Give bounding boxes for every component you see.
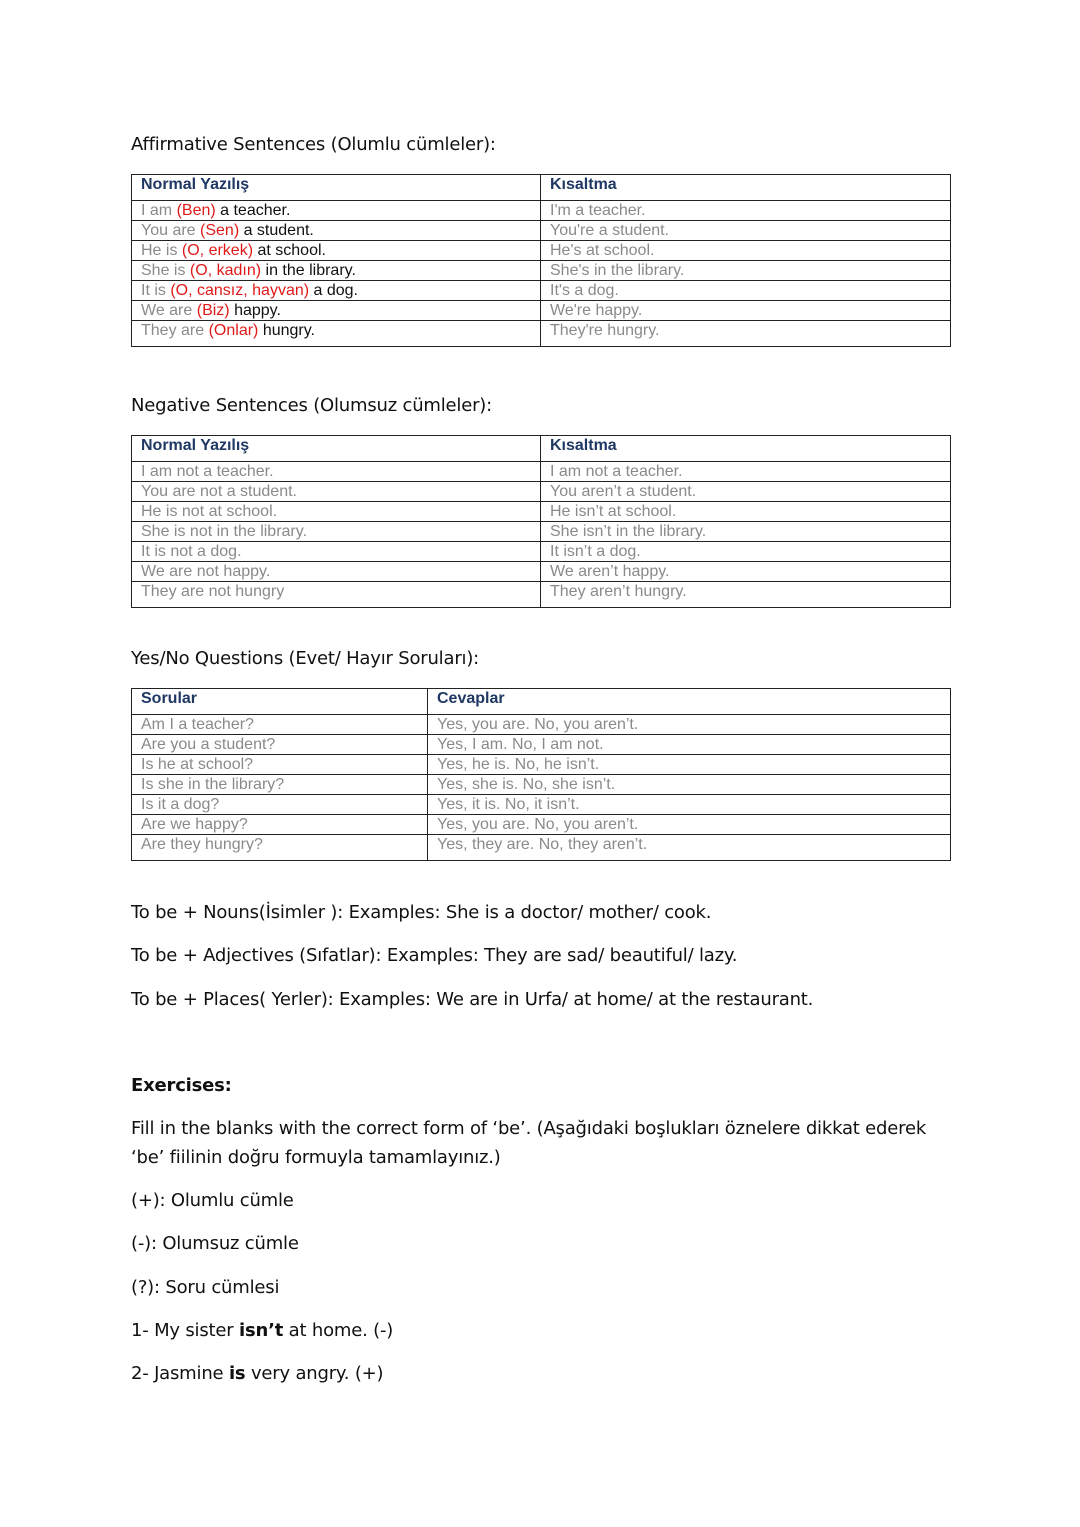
short-form-cell: You're a student. [541,221,951,241]
note-adjectives: To be + Adjectives (Sıfatlar): Examples: They are sad/ beautiful/ lazy. [131,945,738,966]
item-text: 2- Jasmine [131,1363,229,1384]
normal-cell: You are not a student. [132,482,541,502]
pronoun-verb: You are [141,222,201,239]
table-row [132,582,951,608]
table-row [132,201,951,221]
table-row [132,835,951,861]
sentence-rest: in the library. [261,262,356,279]
exercises-title: Exercises: [131,1075,232,1096]
turkish-translation: (Ben) [176,202,216,219]
normal-cell: We are not happy. [132,562,541,582]
column-header: Kısaltma [541,436,951,462]
table-row [132,735,951,755]
normal-cell [132,261,541,281]
negative-table [131,435,951,608]
normal-cell: It is not a dog. [132,542,541,562]
pronoun-verb: She is [141,262,190,279]
column-header: Sorular [132,689,428,715]
normal-cell: She is not in the library. [132,522,541,542]
normal-cell: He is not at school. [132,502,541,522]
table-row [132,261,951,281]
normal-cell [132,321,541,347]
normal-cell [132,301,541,321]
table-header-row [132,436,951,462]
column-header: Normal Yazılış [132,436,541,462]
table-row [132,795,951,815]
column-header: Kısaltma [541,175,951,201]
table-row [132,775,951,795]
answer-cell: Yes, he is. No, he isn’t. [428,755,951,775]
pronoun-verb: They are [141,322,209,339]
short-form-cell: It isn’t a dog. [541,542,951,562]
pronoun-verb: It is [141,282,171,299]
short-form-cell: They're hungry. [541,321,951,347]
answer-cell: Yes, she is. No, she isn’t. [428,775,951,795]
table-row [132,715,951,735]
normal-cell: I am not a teacher. [132,462,541,482]
short-form-cell: I am not a teacher. [541,462,951,482]
table-row [132,241,951,261]
answer-cell: Yes, you are. No, you aren’t. [428,715,951,735]
sentence-rest: at school. [253,242,326,259]
item-answer: isn’t [238,1320,284,1341]
short-form-cell: We're happy. [541,301,951,321]
questions-table [131,688,951,861]
sentence-rest: a dog. [309,282,358,299]
sentence-rest: a teacher. [215,202,291,219]
answer-cell: Yes, it is. No, it isn’t. [428,795,951,815]
turkish-translation: (Biz) [196,302,230,319]
legend-positive: (+): Olumlu cümle [131,1190,294,1211]
short-form-cell: She's in the library. [541,261,951,281]
item-text: 1- My sister [131,1320,239,1341]
question-cell: Are we happy? [132,815,428,835]
table-row [132,321,951,347]
question-cell: Are you a student? [132,735,428,755]
normal-cell [132,281,541,301]
affirmative-table [131,174,951,347]
turkish-translation: (O, cansız, hayvan) [170,282,310,299]
short-form-cell: He's at school. [541,241,951,261]
item-text: at home. (-) [283,1320,394,1341]
exercise-item-2 [131,1363,383,1385]
normal-cell: They are not hungry [132,582,541,608]
question-cell: Am I a teacher? [132,715,428,735]
short-form-cell: It's a dog. [541,281,951,301]
short-form-cell: I'm a teacher. [541,201,951,221]
turkish-translation: (O, kadın) [189,262,262,279]
pronoun-verb: I am [141,202,177,219]
table-header-row [132,175,951,201]
column-header: Cevaplar [428,689,951,715]
table-row [132,542,951,562]
affirmative-title: Affirmative Sentences (Olumlu cümleler): [131,134,496,155]
sentence-rest: happy. [229,302,281,319]
table-row [132,301,951,321]
table-row [132,815,951,835]
legend-question: (?): Soru cümlesi [131,1277,280,1298]
questions-title: Yes/No Questions (Evet/ Hayır Soruları): [131,648,480,669]
short-form-cell: They aren’t hungry. [541,582,951,608]
normal-cell [132,201,541,221]
table-header-row [132,689,951,715]
sentence-rest: hungry. [258,322,315,339]
normal-cell [132,221,541,241]
table-row [132,755,951,775]
answer-cell: Yes, you are. No, you aren’t. [428,815,951,835]
question-cell: Are they hungry? [132,835,428,861]
table-row [132,281,951,301]
table-row [132,482,951,502]
turkish-translation: (Sen) [200,222,240,239]
short-form-cell: He isn’t at school. [541,502,951,522]
turkish-translation: (O, erkek) [181,242,254,259]
normal-cell [132,241,541,261]
table-row [132,522,951,542]
table-row [132,462,951,482]
short-form-cell: We aren’t happy. [541,562,951,582]
table-row [132,221,951,241]
question-cell: Is it a dog? [132,795,428,815]
answer-cell: Yes, they are. No, they aren’t. [428,835,951,861]
sentence-rest: a student. [239,222,314,239]
answer-cell: Yes, I am. No, I am not. [428,735,951,755]
column-header: Normal Yazılış [132,175,541,201]
pronoun-verb: He is [141,242,182,259]
item-answer: is [228,1363,246,1384]
table-row [132,562,951,582]
item-text: very angry. (+) [245,1363,384,1384]
negative-title: Negative Sentences (Olumsuz cümleler): [131,395,492,416]
short-form-cell: She isn’t in the library. [541,522,951,542]
pronoun-verb: We are [141,302,197,319]
exercise-item-1 [131,1320,393,1342]
table-row [132,502,951,522]
note-places: To be + Places( Yerler): Examples: We are in Urfa/ at home/ at the restaurant. [131,989,814,1010]
turkish-translation: (Onlar) [208,322,259,339]
exercise-instruction: Fill in the blanks with the correct form of ‘be’. (Aşağıdaki boşlukları öznelere dikkat ederek [131,1118,927,1139]
exercise-instruction-cont: ‘be’ fiilinin doğru formuyla tamamlayınız.) [131,1147,501,1168]
short-form-cell: You aren’t a student. [541,482,951,502]
legend-negative: (-): Olumsuz cümle [131,1233,299,1254]
question-cell: Is she in the library? [132,775,428,795]
question-cell: Is he at school? [132,755,428,775]
note-nouns: To be + Nouns(İsimler ): Examples: She is a doctor/ mother/ cook. [131,902,712,923]
